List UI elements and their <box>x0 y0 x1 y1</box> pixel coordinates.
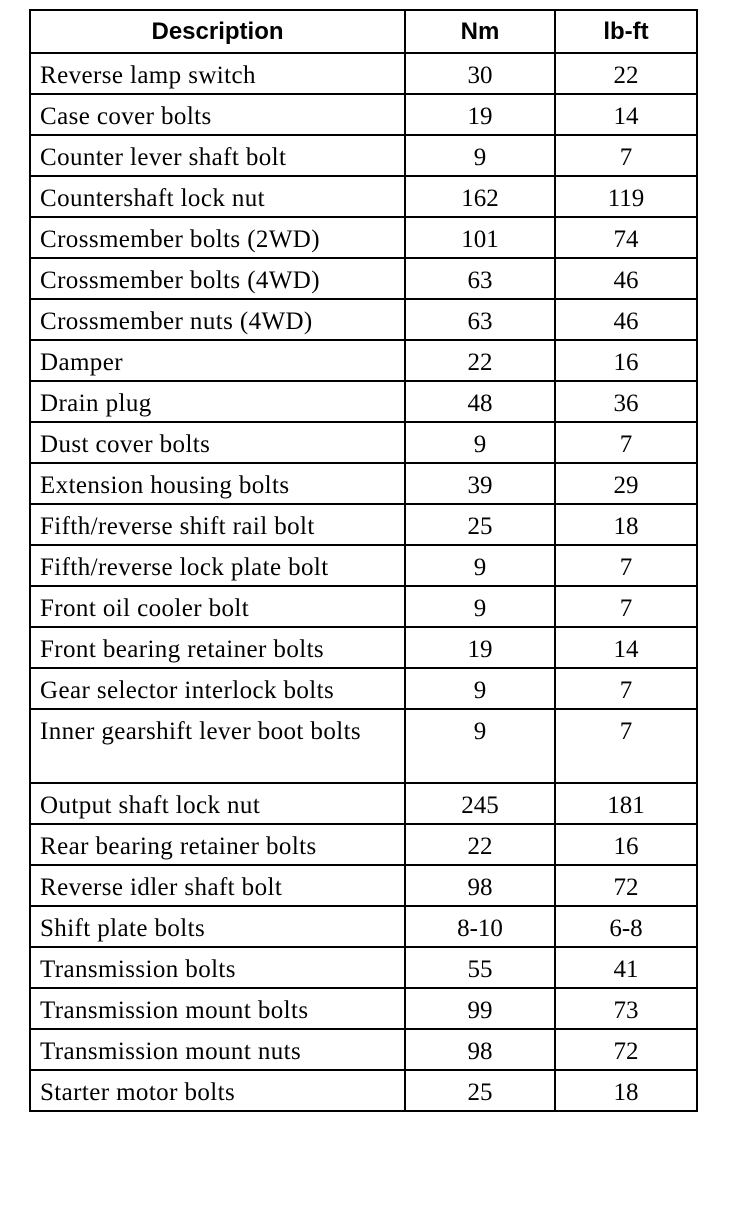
lbft-cell: 18 <box>555 1070 697 1111</box>
description-cell: Transmission bolts <box>30 947 405 988</box>
lbft-cell: 7 <box>555 709 697 783</box>
description-cell: Fifth/reverse shift rail bolt <box>30 504 405 545</box>
table-row <box>30 865 697 906</box>
description-cell: Transmission mount bolts <box>30 988 405 1029</box>
nm-cell: 25 <box>405 1070 555 1111</box>
table-row <box>30 94 697 135</box>
description-cell: Damper <box>30 340 405 381</box>
lbft-cell: 14 <box>555 94 697 135</box>
description-cell: Reverse lamp switch <box>30 53 405 94</box>
nm-cell: 99 <box>405 988 555 1029</box>
lbft-cell: 7 <box>555 422 697 463</box>
lbft-cell: 46 <box>555 299 697 340</box>
header-row <box>30 10 697 53</box>
nm-cell: 9 <box>405 135 555 176</box>
lbft-header: lb-ft <box>555 10 697 53</box>
description-cell: Reverse idler shaft bolt <box>30 865 405 906</box>
lbft-cell: 18 <box>555 504 697 545</box>
description-cell: Shift plate bolts <box>30 906 405 947</box>
lbft-cell: 181 <box>555 783 697 824</box>
nm-cell: 22 <box>405 824 555 865</box>
description-cell: Fifth/reverse lock plate bolt <box>30 545 405 586</box>
lbft-cell: 14 <box>555 627 697 668</box>
table-row <box>30 586 697 627</box>
description-cell: Output shaft lock nut <box>30 783 405 824</box>
table-row <box>30 668 697 709</box>
table-row <box>30 53 697 94</box>
table-row <box>30 783 697 824</box>
description-cell: Crossmember bolts (4WD) <box>30 258 405 299</box>
table-row <box>30 217 697 258</box>
lbft-cell: 46 <box>555 258 697 299</box>
table-row <box>30 381 697 422</box>
lbft-cell: 74 <box>555 217 697 258</box>
table-row <box>30 135 697 176</box>
table-row <box>30 1029 697 1070</box>
description-cell: Drain plug <box>30 381 405 422</box>
lbft-cell: 16 <box>555 824 697 865</box>
description-cell: Dust cover bolts <box>30 422 405 463</box>
table-row <box>30 988 697 1029</box>
nm-cell: 9 <box>405 709 555 783</box>
table-row <box>30 709 697 783</box>
description-cell: Inner gearshift lever boot bolts <box>30 709 405 783</box>
description-cell: Gear selector interlock bolts <box>30 668 405 709</box>
torque-spec-table <box>29 9 698 1112</box>
nm-cell: 9 <box>405 545 555 586</box>
description-cell: Front bearing retainer bolts <box>30 627 405 668</box>
nm-cell: 245 <box>405 783 555 824</box>
lbft-cell: 119 <box>555 176 697 217</box>
nm-cell: 39 <box>405 463 555 504</box>
nm-cell: 101 <box>405 217 555 258</box>
table-row <box>30 422 697 463</box>
table-row <box>30 463 697 504</box>
table-row <box>30 947 697 988</box>
lbft-cell: 7 <box>555 668 697 709</box>
table-row <box>30 504 697 545</box>
lbft-cell: 7 <box>555 135 697 176</box>
lbft-cell: 22 <box>555 53 697 94</box>
description-cell: Transmission mount nuts <box>30 1029 405 1070</box>
lbft-cell: 72 <box>555 865 697 906</box>
description-cell: Case cover bolts <box>30 94 405 135</box>
table-row <box>30 258 697 299</box>
nm-cell: 22 <box>405 340 555 381</box>
description-cell: Crossmember bolts (2WD) <box>30 217 405 258</box>
nm-cell: 19 <box>405 94 555 135</box>
description-header: Description <box>30 10 405 53</box>
nm-cell: 63 <box>405 299 555 340</box>
table-row <box>30 545 697 586</box>
nm-cell: 19 <box>405 627 555 668</box>
table-row <box>30 176 697 217</box>
nm-cell: 98 <box>405 1029 555 1070</box>
lbft-cell: 36 <box>555 381 697 422</box>
nm-cell: 25 <box>405 504 555 545</box>
table-row <box>30 906 697 947</box>
lbft-cell: 73 <box>555 988 697 1029</box>
description-cell: Crossmember nuts (4WD) <box>30 299 405 340</box>
lbft-cell: 72 <box>555 1029 697 1070</box>
lbft-cell: 7 <box>555 586 697 627</box>
lbft-cell: 29 <box>555 463 697 504</box>
lbft-cell: 16 <box>555 340 697 381</box>
lbft-cell: 41 <box>555 947 697 988</box>
nm-cell: 9 <box>405 422 555 463</box>
description-cell: Countershaft lock nut <box>30 176 405 217</box>
table-row <box>30 299 697 340</box>
table-row <box>30 1070 697 1111</box>
nm-cell: 30 <box>405 53 555 94</box>
nm-cell: 55 <box>405 947 555 988</box>
description-cell: Counter lever shaft bolt <box>30 135 405 176</box>
nm-cell: 9 <box>405 668 555 709</box>
table-row <box>30 824 697 865</box>
nm-cell: 8-10 <box>405 906 555 947</box>
lbft-cell: 6-8 <box>555 906 697 947</box>
nm-cell: 63 <box>405 258 555 299</box>
description-cell: Extension housing bolts <box>30 463 405 504</box>
lbft-cell: 7 <box>555 545 697 586</box>
nm-cell: 48 <box>405 381 555 422</box>
nm-cell: 162 <box>405 176 555 217</box>
description-cell: Front oil cooler bolt <box>30 586 405 627</box>
description-cell: Starter motor bolts <box>30 1070 405 1111</box>
nm-cell: 98 <box>405 865 555 906</box>
nm-cell: 9 <box>405 586 555 627</box>
table-row <box>30 627 697 668</box>
description-cell: Rear bearing retainer bolts <box>30 824 405 865</box>
nm-header: Nm <box>405 10 555 53</box>
table-row <box>30 340 697 381</box>
